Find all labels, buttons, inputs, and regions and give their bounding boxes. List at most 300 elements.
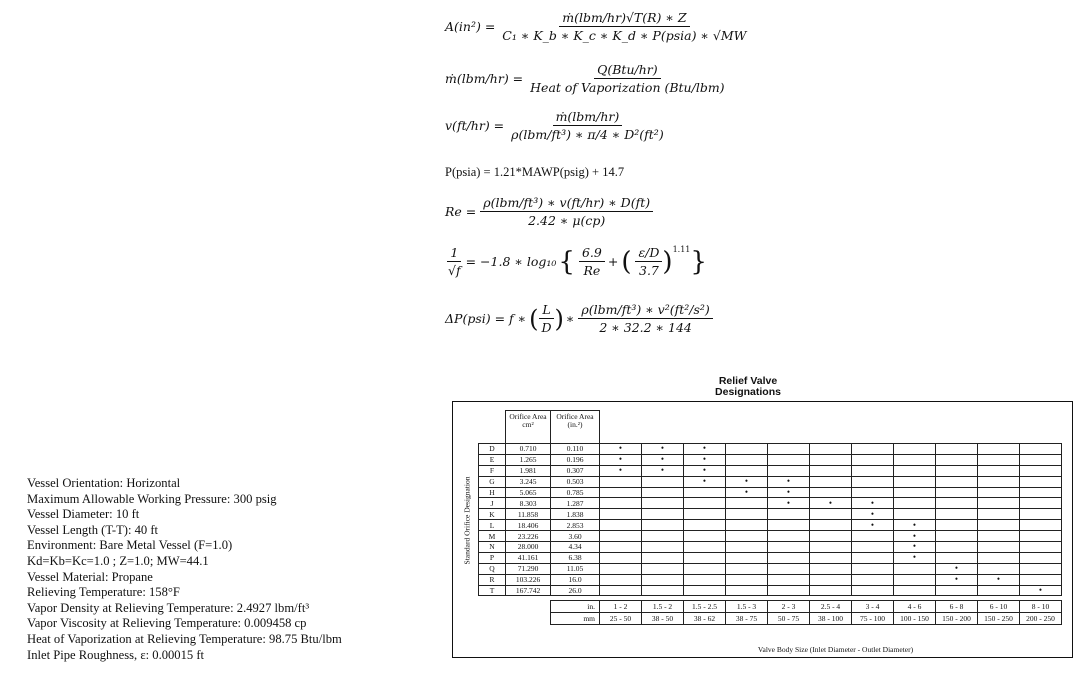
orifice-designation-label [456,438,478,603]
availability-cell [852,574,894,585]
availability-cell [810,444,852,455]
valve-body-size: 150 - 200 [936,613,978,625]
orifice-area-cm: 0.710 [506,444,551,455]
valve-body-size: 8 - 10 [1020,601,1062,613]
availability-cell [810,563,852,574]
availability-cell [684,509,726,520]
availability-cell [684,487,726,498]
eq-velocity-denominator: ρ(lbm/ft³) ∗ π/4 ∗ D²(ft²) [511,127,664,142]
valve-body-size: 1.5 - 2.5 [684,601,726,613]
orifice-area-in: 1.838 [551,509,600,520]
eq-velocity-lhs: v(ft/hr) = [445,118,505,133]
availability-cell [894,574,936,585]
availability-cell [936,487,978,498]
availability-cell [600,552,642,563]
availability-cell [642,520,684,531]
availability-cell [852,542,894,553]
availability-dot: • [936,563,978,574]
eq-reynolds-fraction [480,195,653,228]
availability-cell [978,444,1020,455]
orifice-area-cm: 3.245 [506,476,551,487]
availability-cell [978,465,1020,476]
availability-cell [894,563,936,574]
vessel-info-line: Vessel Material: Propane [27,569,153,584]
availability-cell [894,476,936,487]
availability-cell [600,531,642,542]
eq-area-fraction [499,10,749,43]
availability-cell [726,444,768,455]
availability-cell [726,563,768,574]
valve-body-size: 2 - 3 [768,601,810,613]
eq-dp-lhs: ΔP(psi) = f ∗ [445,311,527,326]
availability-cell [936,542,978,553]
valve-body-size: 3 - 4 [852,601,894,613]
vessel-info-line: Vapor Density at Relieving Temperature: 2.4927 lbm/ft³ [27,600,310,615]
orifice-letter: R [479,574,506,585]
availability-cell [642,509,684,520]
table-row [479,531,1062,542]
availability-cell [978,552,1020,563]
orifice-area-in: 16.0 [551,574,600,585]
valve-body-size: 6 - 10 [978,601,1020,613]
availability-cell [684,520,726,531]
availability-cell [768,552,810,563]
table-row [479,476,1062,487]
eq-friction-lhs-den: √f [448,263,461,278]
valve-body-size: 1.5 - 2 [642,601,684,613]
eq-friction-term1-den: Re [583,263,601,278]
header-orifice-area-cm: Orifice Area cm² [506,411,551,444]
availability-cell [978,563,1020,574]
availability-cell [810,520,852,531]
availability-dot: • [684,465,726,476]
eq-friction-plus: + [607,254,619,269]
availability-cell [894,585,936,596]
orifice-area-in: 1.287 [551,498,600,509]
availability-cell [978,542,1020,553]
table-row [479,563,1062,574]
orifice-area-cm: 23.226 [506,531,551,542]
header-size-blank [810,411,852,444]
availability-cell [642,476,684,487]
eq-friction-term2-den: 3.7 [639,263,659,278]
eq-reynolds-denominator: 2.42 ∗ μ(cp) [528,213,606,228]
availability-cell [768,465,810,476]
availability-dot: • [936,574,978,585]
availability-cell [726,552,768,563]
orifice-letter: J [479,498,506,509]
orifice-area-in: 2.853 [551,520,600,531]
eq-dp-ld-den: D [541,320,552,335]
orifice-area-cm: 41.161 [506,552,551,563]
orifice-area-in: 3.60 [551,531,600,542]
availability-cell [810,509,852,520]
valve-body-size: 100 - 150 [894,613,936,625]
availability-dot: • [642,444,684,455]
eq-dp-open-paren: ( [529,304,539,333]
eq-reynolds-lhs: Re = [445,204,477,219]
size-blank [506,613,551,625]
availability-cell [852,563,894,574]
valve-body-size: 38 - 75 [726,613,768,625]
availability-cell [810,542,852,553]
orifice-letter: P [479,552,506,563]
equation-relieving-pressure [445,165,624,180]
availability-dot: • [768,498,810,509]
availability-cell [1020,454,1062,465]
table-row [479,585,1062,596]
valve-body-size: 150 - 250 [978,613,1020,625]
valve-body-size: 25 - 50 [600,613,642,625]
availability-cell [810,574,852,585]
availability-cell [978,498,1020,509]
orifice-area-cm: 167.742 [506,585,551,596]
availability-cell [684,574,726,585]
eq-dp-numerator: ρ(lbm/ft³) ∗ v²(ft²/s²) [578,302,712,319]
valve-body-size: 6 - 8 [936,601,978,613]
size-blank [479,601,506,613]
availability-cell [1020,476,1062,487]
availability-dot: • [894,542,936,553]
relief-valve-table [478,410,1062,625]
eq-velocity-numerator: ṁ(lbm/hr) [553,109,623,126]
availability-dot: • [642,454,684,465]
header-size-blank [936,411,978,444]
equation-friction-factor [445,245,707,278]
valve-body-size: 200 - 250 [1020,613,1062,625]
availability-cell [852,465,894,476]
eq-pressure-text: P(psia) = 1.21*MAWP(psig) + 14.7 [445,165,625,179]
vessel-info-line: Heat of Vaporization at Relieving Temperature: 98.75 Btu/lbm [27,631,342,646]
vessel-info-line: Maximum Allowable Working Pressure: 300 psig [27,491,277,506]
orifice-area-cm: 5.065 [506,487,551,498]
availability-cell [600,520,642,531]
orifice-area-cm: 18.406 [506,520,551,531]
availability-cell [936,476,978,487]
availability-cell [1020,574,1062,585]
vessel-info-line: Kd=Kb=Kc=1.0 ; Z=1.0; MW=44.1 [27,553,209,568]
header-size-blank [852,411,894,444]
availability-cell [600,476,642,487]
orifice-letter: H [479,487,506,498]
availability-cell [684,552,726,563]
availability-cell [684,542,726,553]
vessel-info-line: Vessel Length (T-T): 40 ft [27,522,159,537]
eq-friction-open-brace: { [558,246,575,277]
valve-body-size: 38 - 100 [810,613,852,625]
availability-cell [1020,563,1062,574]
availability-cell [768,444,810,455]
availability-cell [684,585,726,596]
availability-cell [978,487,1020,498]
vessel-info-line: Environment: Bare Metal Vessel (F=1.0) [27,538,233,553]
orifice-area-cm: 1.981 [506,465,551,476]
availability-cell [852,585,894,596]
availability-dot: • [684,476,726,487]
valve-body-size: 38 - 62 [684,613,726,625]
eq-area-numerator: ṁ(lbm/hr)√T(R) ∗ Z [559,10,689,27]
orifice-area-cm: 8.303 [506,498,551,509]
table-row [479,498,1062,509]
availability-cell [1020,542,1062,553]
availability-cell [684,498,726,509]
availability-cell [936,552,978,563]
availability-dot: • [726,476,768,487]
availability-cell [936,498,978,509]
equation-mass-flow [445,62,728,95]
availability-cell [642,563,684,574]
header-size-blank [684,411,726,444]
orifice-area-in: 4.34 [551,542,600,553]
availability-dot: • [600,454,642,465]
orifice-letter: Q [479,563,506,574]
availability-cell [1020,444,1062,455]
eq-mass-flow-denominator: Heat of Vaporization (Btu/lbm) [530,80,725,95]
availability-cell [894,487,936,498]
availability-cell [768,563,810,574]
eq-mass-flow-lhs: ṁ(lbm/hr) = [445,71,524,86]
availability-cell [600,574,642,585]
availability-cell [642,498,684,509]
eq-friction-term2-num: ε/D [635,245,662,262]
eq-dp-ld-fraction [539,302,555,335]
header-size-blank [726,411,768,444]
valve-body-size: 4 - 6 [894,601,936,613]
availability-cell [978,531,1020,542]
size-row-in [479,601,1062,613]
eq-area-lhs: A(in²) = [445,19,496,34]
header-size-blank [600,411,642,444]
availability-cell [810,465,852,476]
eq-friction-lhs [445,245,464,278]
availability-cell [768,509,810,520]
table-header-row [479,411,1062,444]
eq-velocity-fraction [508,109,667,142]
availability-cell [936,585,978,596]
orifice-area-cm: 11.858 [506,509,551,520]
availability-cell [600,509,642,520]
availability-dot: • [894,552,936,563]
availability-cell [978,585,1020,596]
header-size-blank [894,411,936,444]
equation-reynolds [445,195,653,228]
availability-cell [936,509,978,520]
eq-friction-close-brace: } [690,246,707,277]
eq-reynolds-numerator: ρ(lbm/ft³) ∗ v(ft/hr) ∗ D(ft) [480,195,653,212]
valve-body-size: 1 - 2 [600,601,642,613]
valve-body-size: 50 - 75 [768,613,810,625]
orifice-letter: K [479,509,506,520]
availability-cell [936,520,978,531]
availability-cell [726,509,768,520]
availability-cell [726,465,768,476]
size-unit-label: mm [551,613,600,625]
size-blank [506,601,551,613]
size-blank [479,613,506,625]
orifice-area-cm: 103.226 [506,574,551,585]
availability-cell [852,444,894,455]
header-size-blank [768,411,810,444]
valve-body-size: 1.5 - 3 [726,601,768,613]
orifice-area-cm: 1.265 [506,454,551,465]
size-unit-label: in. [551,601,600,613]
availability-cell [726,574,768,585]
availability-dot: • [852,509,894,520]
orifice-letter: E [479,454,506,465]
availability-cell [1020,498,1062,509]
vessel-info-line: Inlet Pipe Roughness, ε: 0.00015 ft [27,647,205,662]
availability-cell [852,531,894,542]
availability-cell [768,520,810,531]
availability-cell [768,574,810,585]
eq-friction-term1 [579,245,605,278]
availability-dot: • [642,465,684,476]
availability-cell [1020,487,1062,498]
availability-cell [810,487,852,498]
valve-body-size: 2.5 - 4 [810,601,852,613]
orifice-area-in: 26.0 [551,585,600,596]
availability-cell [642,487,684,498]
vessel-info-line: Vapor Viscosity at Relieving Temperature: 0.009458 cp [27,616,307,631]
availability-cell [978,520,1020,531]
availability-cell [642,531,684,542]
eq-friction-term2 [635,245,662,278]
table-row [479,542,1062,553]
availability-cell [726,498,768,509]
availability-cell [810,476,852,487]
orifice-letter: M [479,531,506,542]
table-row [479,487,1062,498]
availability-dot: • [768,476,810,487]
availability-cell [600,498,642,509]
vessel-info-line: Relieving Temperature: 158°F [27,585,180,600]
availability-dot: • [894,531,936,542]
availability-cell [894,498,936,509]
orifice-area-in: 0.503 [551,476,600,487]
availability-dot: • [600,465,642,476]
availability-cell [600,563,642,574]
valve-body-size-label: Valve Body Size (Inlet Diameter - Outlet Diameter) [757,645,914,654]
availability-dot: • [768,487,810,498]
table-row [479,465,1062,476]
availability-cell [642,585,684,596]
table-row [479,454,1062,465]
availability-cell [936,531,978,542]
orifice-letter: D [479,444,506,455]
eq-friction-open-paren: ( [621,246,632,277]
eq-dp-times: ∗ [565,311,575,326]
size-row-mm [479,613,1062,625]
table-row [479,444,1062,455]
orifice-area-cm: 71.290 [506,563,551,574]
table-row [479,552,1062,563]
availability-dot: • [978,574,1020,585]
equation-orifice-area [445,10,750,43]
availability-cell [978,509,1020,520]
eq-friction-term1-num: 6.9 [579,245,605,262]
orifice-area-in: 11.05 [551,563,600,574]
availability-dot: • [684,444,726,455]
availability-cell [768,585,810,596]
availability-cell [642,552,684,563]
availability-cell [642,542,684,553]
availability-cell [1020,520,1062,531]
availability-cell [726,585,768,596]
eq-dp-fraction [578,302,712,335]
orifice-designation-text: Standard Orifice Designation [462,476,472,565]
availability-cell [894,509,936,520]
vessel-info-block [27,476,342,663]
availability-cell [852,476,894,487]
availability-cell [810,585,852,596]
eq-dp-ld-num: L [539,302,553,319]
availability-cell [726,454,768,465]
equation-pressure-drop [445,302,713,335]
availability-cell [894,444,936,455]
equation-velocity [445,109,667,142]
availability-cell [852,552,894,563]
eq-friction-close-paren: ) [662,246,673,277]
availability-cell [1020,552,1062,563]
eq-dp-close-paren: ) [554,304,564,333]
availability-cell [684,563,726,574]
orifice-letter: L [479,520,506,531]
eq-friction-lhs-num: 1 [447,245,461,262]
vessel-info-line: Vessel Diameter: 10 ft [27,507,140,522]
orifice-area-in: 0.785 [551,487,600,498]
eq-friction-prefix: = −1.8 ∗ log₁₀ [465,254,557,269]
availability-cell [810,552,852,563]
availability-cell [768,531,810,542]
availability-cell [1020,531,1062,542]
availability-cell [768,454,810,465]
orifice-letter: F [479,465,506,476]
availability-cell [810,454,852,465]
header-orifice-area-in: Orifice Area (in.²) [551,411,600,444]
availability-dot: • [726,487,768,498]
availability-cell [768,542,810,553]
availability-cell [936,444,978,455]
eq-dp-denominator: 2 ∗ 32.2 ∗ 144 [599,320,692,335]
orifice-letter: G [479,476,506,487]
orifice-area-in: 0.307 [551,465,600,476]
orifice-area-in: 0.196 [551,454,600,465]
orifice-area-cm: 28.000 [506,542,551,553]
table-row [479,574,1062,585]
eq-mass-flow-numerator: Q(Btu/hr) [594,62,661,79]
valve-body-size: 38 - 50 [642,613,684,625]
availability-cell [894,454,936,465]
availability-cell [684,531,726,542]
availability-cell [1020,509,1062,520]
relief-table-title: Relief Valve Designations [715,375,781,398]
table-row [479,520,1062,531]
availability-cell [978,476,1020,487]
header-size-blank [1020,411,1062,444]
eq-mass-flow-fraction [527,62,727,95]
availability-dot: • [852,520,894,531]
availability-cell [936,454,978,465]
availability-cell [852,454,894,465]
availability-dot: • [684,454,726,465]
orifice-area-in: 6.38 [551,552,600,563]
availability-dot: • [852,498,894,509]
availability-cell [600,585,642,596]
availability-cell [600,542,642,553]
availability-cell [726,542,768,553]
availability-cell [1020,465,1062,476]
availability-dot: • [1020,585,1062,596]
